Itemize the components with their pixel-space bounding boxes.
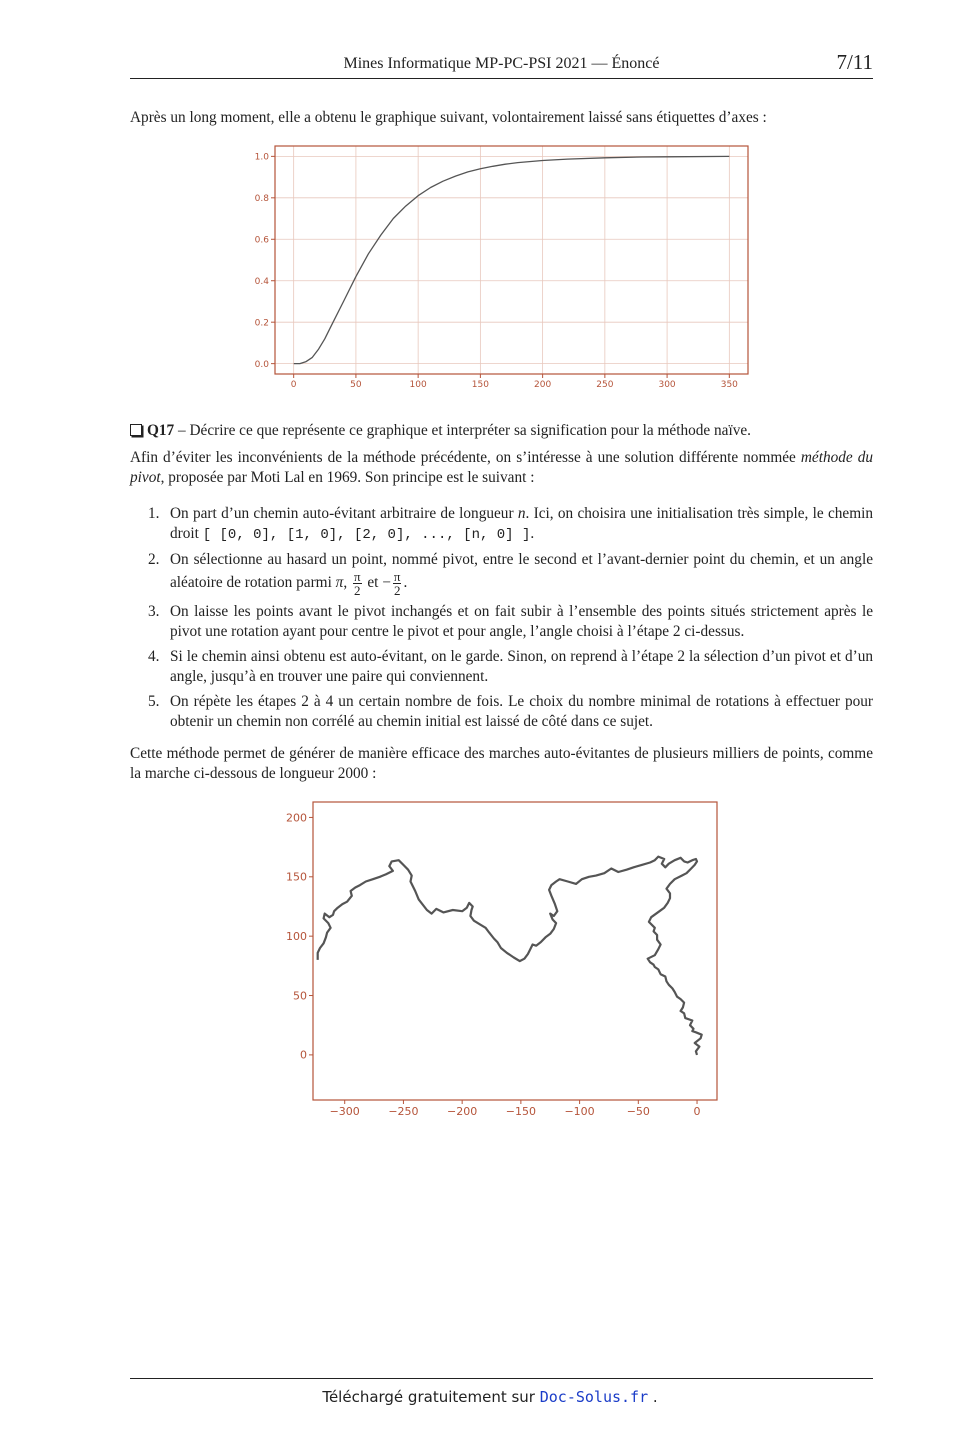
- x-tick-label: 150: [471, 380, 489, 390]
- paragraph1-emphasis: méthode du pivot: [130, 449, 873, 486]
- x-tick-label: −300: [329, 1105, 360, 1118]
- y-tick-label: 50: [293, 989, 307, 1003]
- step-text: et: [363, 574, 383, 592]
- question-checkbox-icon: [130, 424, 142, 436]
- step-text: On répète les étapes 2 à 4 un certain nombre de fois. Le choix du nombre minimal de rotations à effectuer pour obtenir un chemin non corrélé au chemin initial est laissé de côté dans ce sujet.: [170, 693, 873, 730]
- y-tick-label: 0.2: [254, 318, 269, 329]
- plot-frame: [275, 146, 748, 374]
- step-math-pi: π: [335, 574, 344, 592]
- question-text: – Décrire ce que représente ce graphique et interpréter sa signification pour la méthode naïve.: [174, 422, 751, 439]
- series-line: [294, 156, 730, 363]
- x-tick-label: 100: [409, 380, 427, 390]
- question-label: Q17: [147, 422, 175, 439]
- footer-text: Téléchargé gratuitement sur: [322, 1388, 540, 1406]
- y-tick-label: 0.0: [254, 359, 269, 370]
- x-tick-label: 0: [290, 380, 297, 390]
- step-text: . Ici, on choisira une initialisation très simple, le chemin droit: [170, 505, 873, 542]
- page-header: [130, 52, 873, 79]
- list-item: [130, 647, 873, 687]
- fraction-pi-over-2: [353, 570, 362, 597]
- list-item: [130, 550, 873, 597]
- self-avoiding-walk-paragraph: Cette méthode permet de générer de manière efficace des marches auto-évitantes de plusieurs milliers de points, comme la marche ci-dessous de longueur 2000 :: [130, 745, 873, 782]
- y-tick-label: 0: [300, 1048, 307, 1062]
- x-tick-label: −50: [626, 1105, 650, 1118]
- fraction-denominator: 2: [393, 583, 401, 598]
- x-tick-label: −150: [505, 1105, 536, 1118]
- header-title: Mines Informatique MP-PC-PSI 2021 — Énoncé: [343, 55, 660, 72]
- minus-sign: −: [382, 574, 391, 592]
- y-tick-label: 200: [286, 811, 307, 825]
- fraction-neg-pi-over-2: [393, 570, 402, 597]
- step-number: 5.: [148, 693, 160, 710]
- x-tick-label: 0: [693, 1105, 701, 1118]
- step-text: .: [530, 525, 535, 542]
- x-tick-label: 50: [350, 380, 362, 390]
- steps-list: [130, 504, 873, 737]
- series-line: [318, 857, 702, 1055]
- fraction-denominator: 2: [354, 583, 361, 598]
- list-item: [130, 602, 873, 642]
- step-variable: n: [517, 505, 526, 522]
- x-tick-label: 300: [658, 380, 676, 390]
- step-text: Si le chemin ainsi obtenu est auto-évitant, on le garde. Sinon, on reprend à l’étape 2 la sélection d’un pivot et d’un angle, jusqu’à en trouver une paire qui conviennent.: [170, 648, 873, 685]
- x-tick-label: −250: [388, 1105, 419, 1118]
- step-text: ,: [343, 574, 351, 592]
- y-tick-label: 0.6: [254, 235, 269, 246]
- y-tick-label: 0.8: [254, 193, 269, 204]
- y-tick-label: 150: [286, 870, 307, 884]
- footer-divider: [130, 1378, 873, 1379]
- intro-text: Après un long moment, elle a obtenu le graphique suivant, volontairement laissé sans étiquettes d’axes :: [130, 109, 767, 126]
- x-tick-label: 350: [720, 380, 738, 390]
- x-tick-label: 250: [596, 380, 614, 390]
- self-avoiding-walk-chart: [270, 795, 730, 1125]
- paragraph1-before: Afin d’éviter les inconvénients de la méthode précédente, on s’intéresse à une solution différente nommée: [130, 449, 801, 466]
- page-footer: [0, 1388, 980, 1406]
- page-number: 7/11: [836, 50, 873, 74]
- convergence-chart: [245, 140, 765, 400]
- step-code: [ [0, 0], [1, 0], [2, 0], ..., [n, 0] ]: [202, 527, 531, 543]
- paragraph1-after: , proposée par Moti Lal en 1969. Son principe est le suivant :: [160, 469, 535, 486]
- x-tick-label: −200: [447, 1105, 478, 1118]
- step-text: On laisse les points avant le pivot inchangés et on fait subir à l’ensemble des points situés strictement après le pivot une rotation ayant pour centre le pivot et pour angle, l’angle choisi à l’étape 2 ci-dessus.: [170, 603, 873, 640]
- pivot-method-paragraph: [130, 448, 873, 488]
- step-number: 3.: [148, 603, 160, 620]
- step-text: On sélectionne au hasard un point, nommé pivot, entre le second et l’avant-dernier point du chemin, et un angle aléatoire de rotation parmi: [170, 551, 873, 592]
- step-number: 2.: [148, 551, 160, 568]
- y-tick-label: 1.0: [254, 152, 269, 163]
- fraction-numerator: π: [353, 569, 361, 584]
- fraction-numerator: π: [393, 569, 401, 584]
- list-item: [130, 692, 873, 732]
- list-item: [130, 504, 873, 545]
- step-text: On part d’un chemin auto-évitant arbitraire de longueur: [170, 505, 518, 522]
- footer-end: .: [648, 1388, 658, 1406]
- step-number: 1.: [148, 505, 160, 522]
- x-tick-label: −100: [564, 1105, 595, 1118]
- step-number: 4.: [148, 648, 160, 665]
- step-text: .: [403, 574, 408, 592]
- y-tick-label: 0.4: [254, 276, 269, 287]
- x-tick-label: 200: [534, 380, 552, 390]
- y-tick-label: 100: [286, 930, 307, 944]
- question-q17: [130, 421, 873, 441]
- footer-link[interactable]: Doc-Solus.fr: [539, 1388, 649, 1406]
